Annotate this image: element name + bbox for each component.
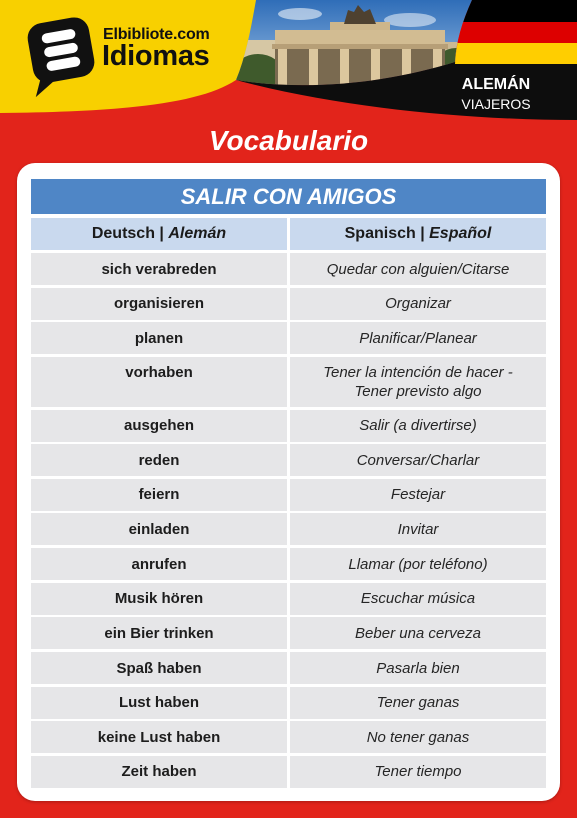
table-row <box>31 652 546 684</box>
german-term: vorhaben <box>31 357 287 407</box>
brand-product-name: Idiomas <box>102 40 210 72</box>
column-header-german-main: Deutsch | <box>91 225 169 242</box>
column-header-spanish <box>290 218 546 250</box>
spanish-term: Beber una cerveza <box>290 617 546 649</box>
german-term: einladen <box>31 513 287 545</box>
german-term: ein Bier trinken <box>31 617 287 649</box>
german-term: ausgehen <box>31 410 287 442</box>
table-row <box>31 687 546 719</box>
vocabulary-card <box>17 163 560 801</box>
spanish-term: Salir (a divertirse) <box>290 410 546 442</box>
spanish-term: Invitar <box>290 513 546 545</box>
german-term: Lust haben <box>31 687 287 719</box>
chat-bubble-icon <box>22 14 102 98</box>
table-row <box>31 721 546 753</box>
language-label: ALEMÁN <box>461 76 531 93</box>
vocabulary-table <box>31 179 546 788</box>
german-term: reden <box>31 444 287 476</box>
spanish-term: Quedar con alguien/Citarse <box>290 253 546 285</box>
table-row <box>31 583 546 615</box>
table-row <box>31 253 546 285</box>
german-term: feiern <box>31 479 287 511</box>
spanish-term: Pasarla bien <box>290 652 546 684</box>
audience-label: VIAJEROS <box>461 96 531 112</box>
column-header-german-italic: Alemán <box>168 225 227 242</box>
column-header-spanish-main: Spanisch | <box>344 225 430 242</box>
table-row <box>31 479 546 511</box>
spanish-term: Tener la intención de hacer - Tener previsto algo <box>290 357 546 407</box>
german-term: sich verabreden <box>31 253 287 285</box>
germany-flag <box>450 0 577 65</box>
spanish-term: Escuchar música <box>290 583 546 615</box>
spanish-term: No tener ganas <box>290 721 546 753</box>
column-header-german <box>31 218 287 250</box>
spanish-term: Llamar (por teléfono) <box>290 548 546 580</box>
table-row <box>31 444 546 476</box>
german-term: organisieren <box>31 288 287 320</box>
page-title: Vocabulario <box>208 125 369 156</box>
spanish-term: Conversar/Charlar <box>290 444 546 476</box>
table-row <box>31 756 546 788</box>
section-header: SALIR CON AMIGOS <box>31 179 546 214</box>
spanish-term: Tener tiempo <box>290 756 546 788</box>
table-body <box>31 253 546 788</box>
spanish-term: Planificar/Planear <box>290 322 546 354</box>
column-header-row <box>31 218 546 250</box>
german-term: planen <box>31 322 287 354</box>
german-term: Musik hören <box>31 583 287 615</box>
spanish-term: Organizar <box>290 288 546 320</box>
table-row <box>31 322 546 354</box>
table-row <box>31 617 546 649</box>
spanish-term: Tener ganas <box>290 687 546 719</box>
spanish-term: Festejar <box>290 479 546 511</box>
table-row <box>31 357 546 407</box>
german-term: anrufen <box>31 548 287 580</box>
table-row <box>31 288 546 320</box>
german-term: Spaß haben <box>31 652 287 684</box>
german-term: Zeit haben <box>31 756 287 788</box>
table-row <box>31 548 546 580</box>
german-term: keine Lust haben <box>31 721 287 753</box>
table-row <box>31 513 546 545</box>
table-row <box>31 410 546 442</box>
column-header-spanish-italic: Español <box>429 225 492 242</box>
brand-site-name: Elbibliote.com <box>103 26 210 43</box>
